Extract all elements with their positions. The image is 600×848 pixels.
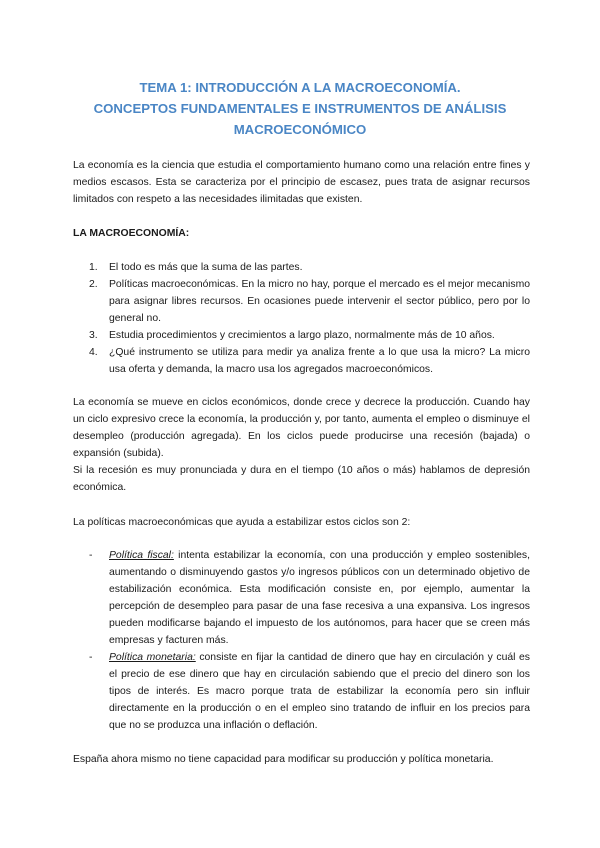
policies-list [73,547,530,734]
list-item [73,344,530,378]
policies-intro: La políticas macroeconómicas que ayuda a estabilizar estos ciclos son 2: [73,517,411,528]
list-item [73,259,530,276]
dash-bullet: - [89,652,93,663]
policy-description: intenta estabilizar la economía, con una producción y empleo sostenibles, aumentando o disminuyendo gastos y/o ingresos públicos con un determinado objetivo de estabilización económica. Esta modificación consiste en, por ejemplo, aumentar la percepción de desempleo para pasar de una fase recesiva a una expansiva. Los ingresos pueden modificarse bajando el impuesto de los autónomos, para hacer que se creen más empresas y facturen más. [109,550,530,646]
title-line-3: MACROECONÓMICO [233,122,367,137]
policy-item-monetary [73,649,530,734]
policy-term: Política monetaria: [109,652,196,663]
title-line-1: TEMA 1: INTRODUCCIÓN A LA MACROECONOMÍA. [139,80,461,95]
list-item-text: Políticas macroeconómicas. En la micro no hay, porque el mercado es el mejor mecanismo para asignar libres recursos. En ocasiones puede intervenir el sector público, pero por lo general no. [109,279,530,324]
list-item-number: 2. [89,279,98,290]
list-item-text: El todo es más que la suma de las partes. [109,262,303,273]
policy-description: consiste en fijar la cantidad de dinero que hay en circulación y cuál es el precio de ese dinero que hay en circulación sabiendo que el precio del dinero son los tipos de interés. Es macro porque trata de estabilizar la economía pero sin influir directamente en la producción o en el empleo sino tratando de influir en los precios para que no se produzca una inflación o deflación. [109,652,530,731]
cycles-paragraph: La economía se mueve en ciclos económicos, donde crece y decrece la producción. Cuando hay un ciclo expresivo crece la economía, la producción y, por tanto, aumenta el empleo o disminuye el desempleo (producción agregada). En los ciclos puede producirse una recesión (bajada) o expansión (subida). [73,397,530,459]
policy-term: Política fiscal: [109,550,174,561]
intro-paragraph: La economía es la ciencia que estudia el comportamiento humano como una relación entre fines y medios escasos. Esta se caracteriza por el principio de escasez, pues trata de asignar recursos limitados con respeto a las necesidades ilimitadas que existen. [73,160,530,205]
title-line-2: CONCEPTOS FUNDAMENTALES E INSTRUMENTOS DE ANÁLISIS [93,101,507,116]
list-item-text: ¿Qué instrumento se utiliza para medir ya analiza frente a lo que usa la micro? La micro usa oferta y demanda, la macro usa los agregados macroeconómicos. [109,347,530,375]
dash-bullet: - [89,550,93,561]
depression-paragraph: Si la recesión es muy pronunciada y dura en el tiempo (10 años o más) hablamos de depresión económica. [73,465,530,493]
closing-paragraph: España ahora mismo no tiene capacidad para modificar su producción y política monetaria. [73,754,494,765]
list-item-number: 4. [89,347,98,358]
policy-item-fiscal [73,547,530,649]
list-item [73,327,530,344]
list-item-text: Estudia procedimientos y crecimientos a largo plazo, normalmente más de 10 años. [109,330,495,341]
list-item-number: 1. [89,262,98,273]
page-title [60,77,540,140]
numbered-list [73,259,530,378]
list-item-number: 3. [89,330,98,341]
list-item [73,276,530,327]
section-heading: LA MACROECONOMÍA: [73,228,190,239]
